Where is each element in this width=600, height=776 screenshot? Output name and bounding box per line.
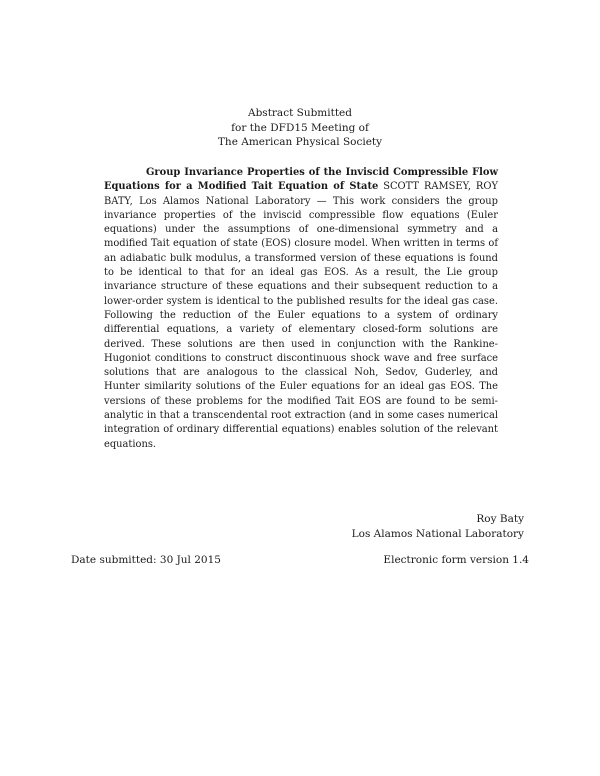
header-line-abstract-submitted: Abstract Submitted [248, 107, 352, 119]
footer [71, 553, 529, 567]
signature-affiliation: Los Alamos National Laboratory [351, 528, 524, 540]
abstract-body: This work considers the group invariance properties of the inviscid compressible flow equations (Euler equations) under the assumptions of one-dimensional symmetry and a modified Tait equation of state (EOS) closure model. When written in terms of an adiabatic bulk modulus, a transformed version of these equations is found to be identical to that for an ideal gas EOS. As a result, the Lie group invariance structure of these equations and their subsequent reduction to a lower-order system is identical to the published results for the ideal gas case. Following the reduction of the Euler equations to a system of ordinary differential equations, a variety of elementary closed-form solutions are derived. These solutions are then used in conjunction with the Rankine-Hugoniot conditions to construct discontinuous shock wave and free surface solutions that are analogous to the classical Noh, Sedov, Guderley, and Hunter similarity solutions of the Euler equations for an ideal gas EOS. The versions of these problems for the modified Tait EOS are found to be semi-analytic in that a transcendental root extraction (and in some cases numerical integration of ordinary differential equations) enables solution of the relevant equations. [104, 195, 498, 450]
header-line-meeting: for the DFD15 Meeting of [231, 121, 369, 134]
header-line-society: The American Physical Society [217, 136, 383, 148]
submission-header [0, 106, 600, 150]
signature-name: Roy Baty [476, 513, 524, 525]
abstract-paragraph [104, 166, 498, 452]
date-submitted: Date submitted: 30 Jul 2015 [71, 554, 221, 566]
form-version: Electronic form version 1.4 [383, 554, 529, 566]
abstract-title: Group Invariance Properties of the Inviscid Compressible Flow Equations for a Modified Tait Equation of State [104, 167, 498, 193]
abstract-separator: — [310, 195, 333, 207]
signature-block [352, 512, 524, 542]
abstract-authors: SCOTT RAMSEY, ROY BATY, Los Alamos National Laboratory [104, 181, 498, 207]
